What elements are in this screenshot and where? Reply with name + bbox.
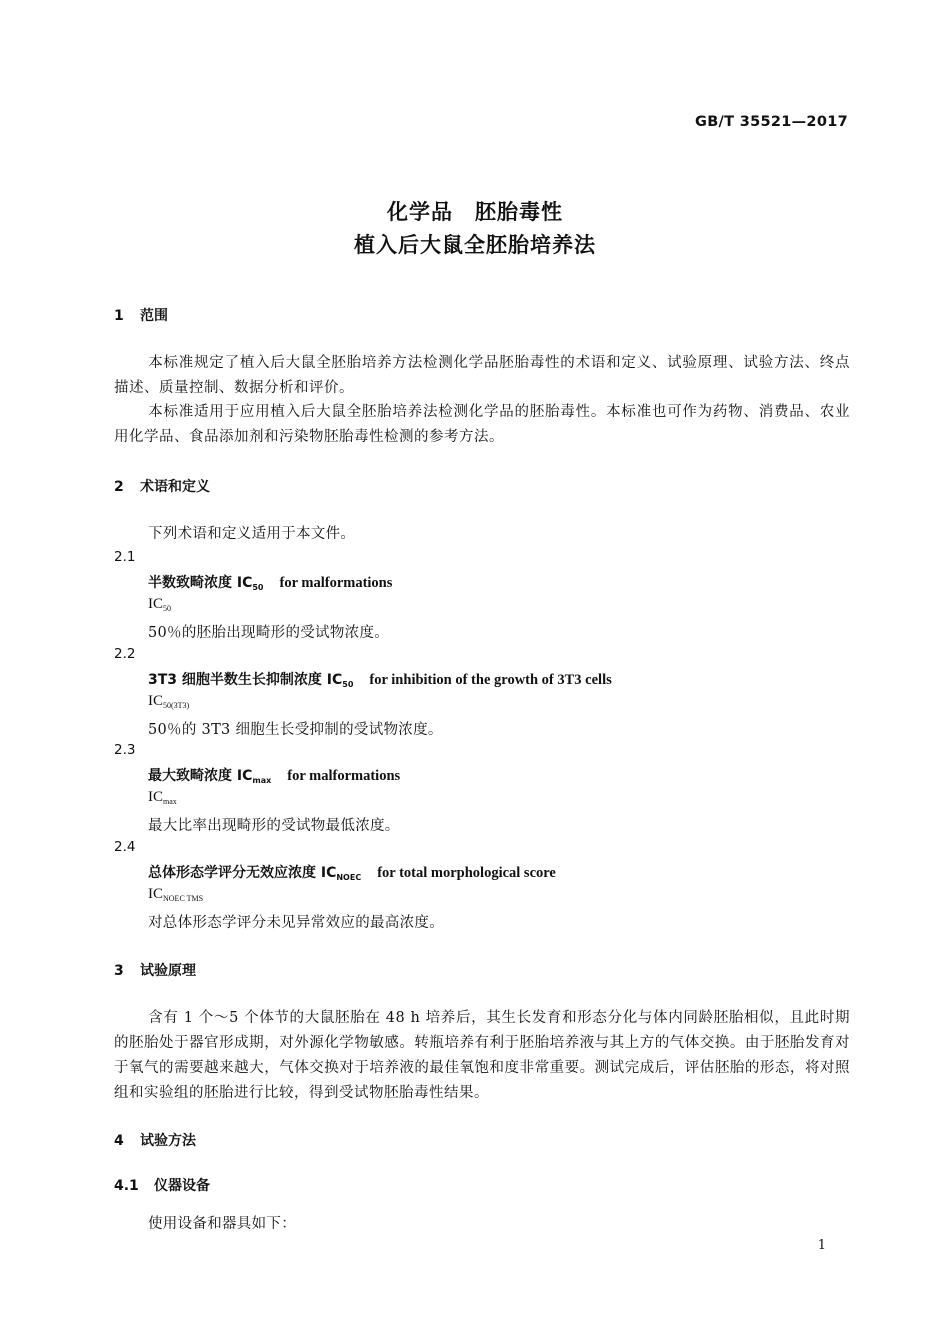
standard-code: GB/T 35521—2017 (695, 114, 848, 130)
term-name-zh: 3T3 细胞半数生长抑制浓度 $IC_{50}$ (148, 672, 354, 689)
term-name-en: for inhibition of the growth of 3T3 cells (369, 672, 612, 688)
subsection-4-1-intro: 使用设备和器具如下： (148, 1216, 296, 1232)
section-title: 试验原理 (140, 963, 196, 979)
term-name-en: for malformations (279, 575, 393, 591)
clause-2-3-number: 2.3 (114, 742, 136, 758)
section-number: 1 (114, 308, 124, 324)
section-title: 范围 (140, 308, 168, 324)
section-4-heading (114, 1130, 196, 1150)
section-number: 4 (114, 1133, 124, 1149)
subsection-4-1-heading (114, 1175, 210, 1195)
term-2-1-abbreviation: $IC_{50}$ (148, 596, 171, 613)
term-name-en: for total morphological score (377, 865, 556, 881)
section-2-intro: 下列术语和定义适用于本文件。 (148, 526, 356, 542)
section-title: 试验方法 (140, 1133, 196, 1149)
document-title-line2: 植入后大鼠全胚胎培养法 (354, 233, 596, 257)
term-name-zh: 最大致畸浓度 $IC_{max}$ (148, 768, 272, 785)
section-3-heading (114, 960, 196, 980)
term-2-4-definition: 对总体形态学评分未见异常效应的最高浓度。 (148, 915, 444, 931)
page-number: 1 (817, 1238, 826, 1253)
section-1-paragraph-1 (114, 351, 850, 401)
paragraph-text: 本标准适用于应用植入后大鼠全胚胎培养法检测化学品的胚胎毒性。本标准也可作为药物、消费品、农业用化学品、食品添加剂和污染物胚胎毒性检测的参考方法。 (114, 404, 850, 445)
term-2-2 (148, 669, 612, 689)
section-2-heading (114, 476, 210, 496)
term-2-3 (148, 765, 400, 785)
term-2-2-abbreviation: $IC_{50(3T3)}$ (148, 693, 190, 710)
term-2-3-definition: 最大比率出现畸形的受试物最低浓度。 (148, 818, 400, 834)
term-2-4 (148, 862, 556, 882)
section-title: 术语和定义 (140, 479, 210, 495)
section-3-paragraph-1 (114, 1006, 850, 1106)
section-number: 3 (114, 963, 124, 979)
term-2-1 (148, 572, 392, 592)
term-2-2-definition: 50％的 3T3 细胞生长受抑制的受试物浓度。 (148, 722, 443, 738)
term-name-en: for malformations (287, 768, 401, 784)
term-2-1-definition: 50％的胚胎出现畸形的受试物浓度。 (148, 625, 390, 641)
section-1-heading (114, 305, 168, 325)
clause-2-4-number: 2.4 (114, 839, 136, 855)
term-2-4-abbreviation: $IC_{NOEC TMS}$ (148, 886, 204, 903)
clause-2-1-number: 2.1 (114, 549, 136, 565)
subsection-number: 4.1 (114, 1178, 139, 1194)
clause-2-2-number: 2.2 (114, 646, 136, 662)
term-name-zh: 半数致畸浓度 $IC_{50}$ (148, 575, 264, 592)
section-1-paragraph-2 (114, 400, 850, 450)
term-2-3-abbreviation: $IC_{max}$ (148, 789, 177, 806)
section-number: 2 (114, 479, 124, 495)
paragraph-text: 含有 1 个～5 个体节的大鼠胚胎在 48 h 培养后，其生长发育和形态分化与体内同龄胚胎相似，且此时期的胚胎处于器官形成期，对外源化学物敏感。转瓶培养有利于胚胎培养液与其上方的气体交换。由于胚胎发育对于氧气的需要越来越大，气体交换对于培养液的最佳氧饱和度非常重要。测试完成后，评估胚胎的形态，将对照组和实验组的胚胎进行比较，得到受试物胚胎毒性结果。 (114, 1010, 850, 1101)
paragraph-text: 本标准规定了植入后大鼠全胚胎培养方法检测化学品胚胎毒性的术语和定义、试验原理、试验方法、终点描述、质量控制、数据分析和评价。 (114, 355, 850, 396)
document-title-line1: 化学品 胚胎毒性 (387, 200, 563, 224)
term-name-zh: 总体形态学评分无效应浓度 $IC_{NOEC}$ (148, 865, 362, 882)
subsection-title: 仪器设备 (154, 1178, 210, 1194)
